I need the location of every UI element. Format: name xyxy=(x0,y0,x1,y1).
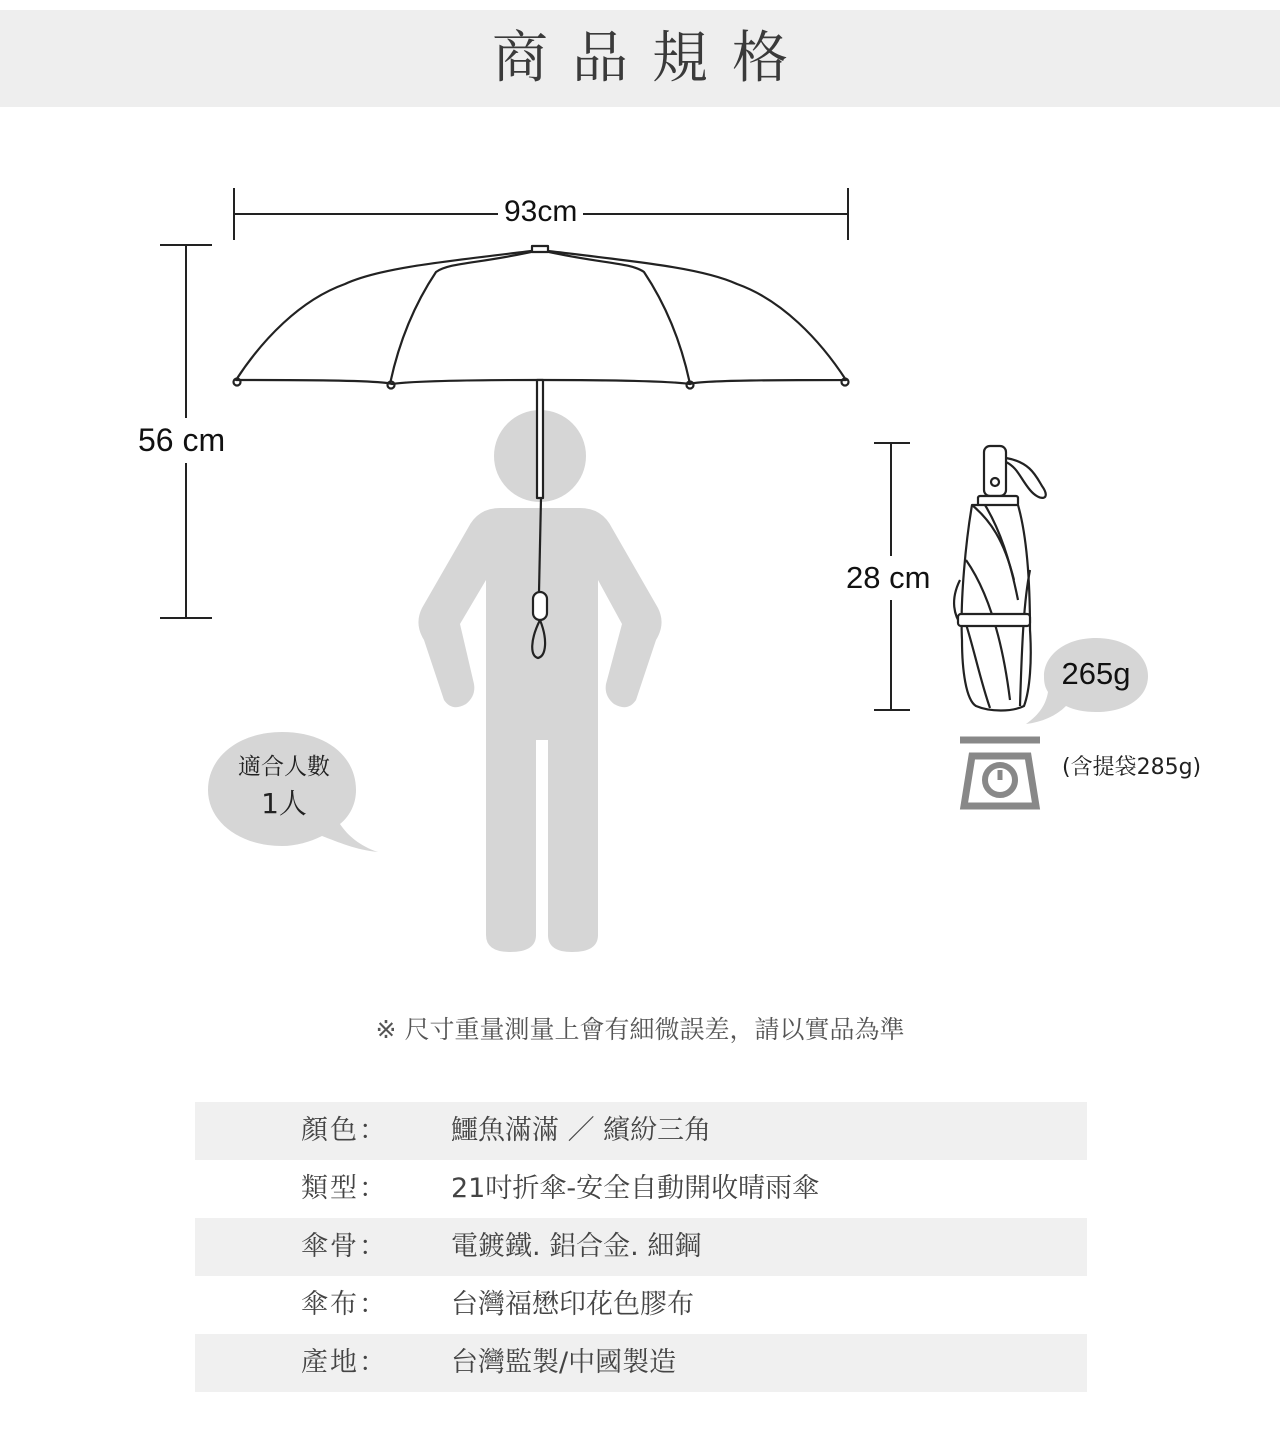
open-umbrella-icon xyxy=(234,246,849,658)
spec-key: 類型： xyxy=(301,1173,388,1204)
weight-with-bag-note: (含提袋285g) xyxy=(1062,755,1202,780)
measurement-note: ※ 尺寸重量測量上會有細微誤差，請以實品為準 xyxy=(375,1015,905,1044)
page-title: 商品規格 xyxy=(492,26,812,91)
spec-value: 鱷魚滿滿 ／ 繽紛三角 xyxy=(451,1115,712,1146)
spec-key: 傘骨： xyxy=(301,1231,388,1262)
spec-row-color xyxy=(195,1102,1087,1160)
spec-table xyxy=(195,1102,1087,1392)
spec-row-fabric xyxy=(195,1276,1087,1334)
spec-row-type xyxy=(195,1160,1087,1218)
folded-umbrella-icon xyxy=(954,446,1046,711)
scale-icon xyxy=(960,740,1040,806)
folded-length-label: 28 cm xyxy=(846,556,930,600)
spec-key: 顏色： xyxy=(301,1115,388,1146)
capacity-label: 適合人數 xyxy=(238,754,330,780)
spec-row-origin xyxy=(195,1334,1087,1392)
spec-row-frame xyxy=(195,1218,1087,1276)
spec-value: 21吋折傘-安全自動開收晴雨傘 xyxy=(451,1173,820,1204)
width-dimension-label: 93cm xyxy=(498,195,583,229)
weight-value: 265g xyxy=(1061,656,1131,691)
spec-key: 傘布： xyxy=(301,1289,388,1320)
spec-key: 產地： xyxy=(301,1347,388,1378)
spec-value: 台灣福懋印花色膠布 xyxy=(451,1289,694,1320)
spec-value: 台灣監製/中國製造 xyxy=(451,1347,677,1378)
height-dimension-label: 56 cm xyxy=(138,418,225,463)
capacity-value: 1人 xyxy=(261,787,307,820)
spec-value: 電鍍鐵. 鋁合金. 細鋼 xyxy=(451,1231,702,1262)
